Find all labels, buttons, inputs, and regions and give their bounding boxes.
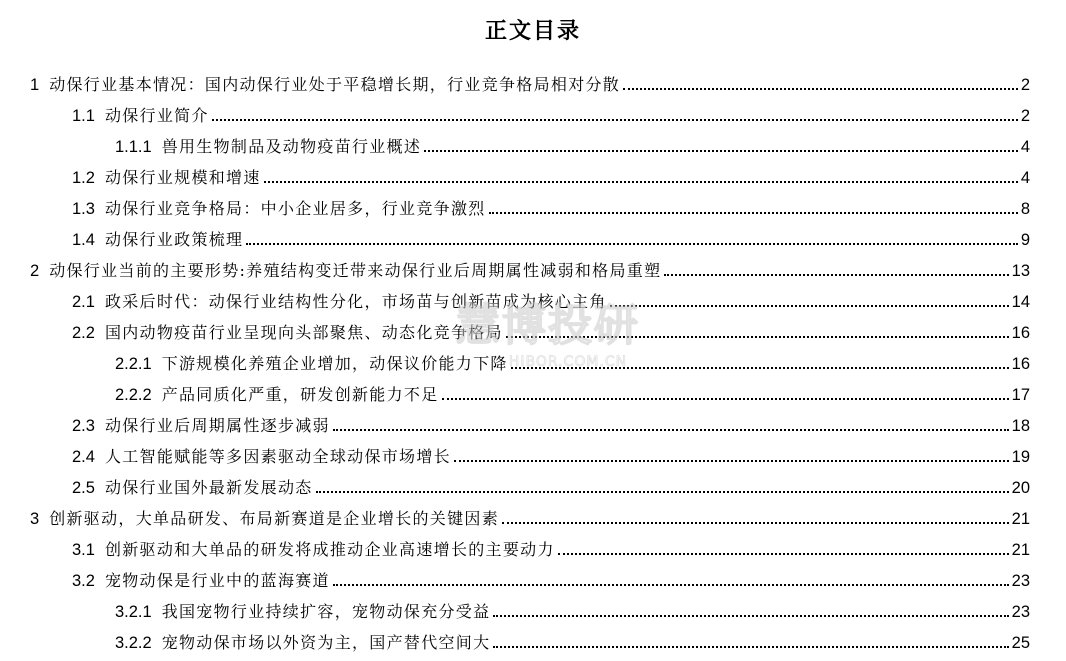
toc-entry-page: 13 [1011,262,1030,280]
leader-dots [212,119,1018,121]
toc-entry[interactable] [72,560,1030,590]
toc-entry-title: 宠物动保市场以外资为主，国产替代空间大 [161,633,491,652]
toc-entry-number: 3.2.2 [115,634,152,652]
toc-entry-page: 16 [1011,355,1030,373]
toc-entry-title: 动保行业竞争格局：中小企业居多，行业竞争激烈 [104,199,486,218]
leader-dots [558,553,1009,555]
toc-entry-page: 2 [1020,76,1030,94]
leader-dots [493,615,1008,617]
toc-entry-title: 动保行业当前的主要形势:养殖结构变迁带来动保行业后周期属性减弱和格局重塑 [49,261,662,280]
toc-entry-title: 动保行业简介 [104,106,209,125]
toc-entry-number: 3.2 [72,572,95,590]
leader-dots [246,243,1017,245]
watermark-sub: HIBOR.COM.CN [508,354,628,370]
toc-entry-number: 1.3 [72,200,95,218]
toc-entry-number: 1.2 [72,169,95,187]
toc-entry-page: 21 [1011,510,1030,528]
leader-dots [454,460,1009,462]
toc-entry-page: 8 [1020,200,1030,218]
leader-dots [610,305,1009,307]
toc-entry-page: 20 [1011,479,1030,497]
leader-dots [442,398,1009,400]
toc-entry-number: 3.2.1 [115,603,152,621]
leader-dots [664,274,1008,276]
toc-entry-page: 18 [1011,417,1030,435]
toc-entry-title: 动保行业基本情况：国内动保行业处于平稳增长期，行业竞争格局相对分散 [49,75,621,94]
toc-entry-title: 下游规模化养殖企业增加，动保议价能力下降 [161,354,508,373]
watermark-main: 慧博投研 [456,300,640,351]
leader-dots [333,584,1009,586]
toc-entry[interactable] [72,281,1030,311]
leader-dots [506,336,1009,338]
leader-dots [264,181,1018,183]
toc-entry-page: 4 [1020,169,1030,187]
toc-entry[interactable] [30,250,1030,280]
toc-entry-title: 国内动物疫苗行业呈现向头部聚焦、动态化竞争格局 [104,323,503,342]
toc-entry-page: 2 [1020,107,1030,125]
page-title: 正文目录 [484,18,581,44]
toc-entry-page: 9 [1020,231,1030,249]
toc-entry[interactable] [115,126,1030,156]
toc-entry-title: 动保行业规模和增速 [104,168,261,187]
leader-dots [316,491,1009,493]
toc-entry[interactable] [72,157,1030,187]
leader-dots [623,88,1018,90]
toc-entry[interactable] [115,343,1030,373]
toc-entry-number: 1 [30,76,40,94]
toc-entry-title: 创新驱动和大单品的研发将成推动企业高速增长的主要动力 [104,540,555,559]
toc-entry-page: 17 [1011,386,1030,404]
toc-entry[interactable] [72,436,1030,466]
toc-entry-title: 人工智能赋能等多因素驱动全球动保市场增长 [104,447,451,466]
leader-dots [511,367,1009,369]
toc-entry-title: 动保行业后周期属性逐步减弱 [104,416,330,435]
toc-entry-page: 16 [1011,324,1030,342]
leader-dots [424,150,1018,152]
toc-entry-number: 2.2.1 [115,355,152,373]
toc-entry-page: 25 [1011,634,1030,652]
toc-entry-page: 4 [1020,138,1030,156]
toc-entry[interactable] [72,219,1030,249]
toc-entry-number: 3 [30,510,40,528]
toc-entry-page: 23 [1011,572,1030,590]
toc-entry[interactable] [72,467,1030,497]
toc-entry-number: 1.1 [72,107,95,125]
toc-entry-number: 2.4 [72,448,95,466]
toc-entry-number: 2.2.2 [115,386,152,404]
toc-entry[interactable] [30,498,1030,528]
leader-dots [333,429,1009,431]
toc-entry-number: 2.3 [72,417,95,435]
toc-entry-page: 14 [1011,293,1030,311]
toc-entry-number: 2.1 [72,293,95,311]
toc-entry-number: 2.2 [72,324,95,342]
toc-entry-title: 政采后时代：动保行业结构性分化，市场苗与创新苗成为核心主角 [104,292,607,311]
toc-entry[interactable] [115,374,1030,404]
leader-dots [502,522,1009,524]
toc-entry[interactable] [72,312,1030,342]
toc-entry-title: 产品同质化严重，研发创新能力不足 [161,385,439,404]
toc-entry-number: 2.5 [72,479,95,497]
toc-entry[interactable] [72,95,1030,125]
toc-entry-number: 1.4 [72,231,95,249]
toc-entry-page: 21 [1011,541,1030,559]
leader-dots [493,646,1008,648]
toc-entry-title: 宠物动保是行业中的蓝海赛道 [104,571,330,590]
leader-dots [489,212,1018,214]
toc-entry[interactable] [115,591,1030,621]
toc-entry[interactable] [72,529,1030,559]
toc-entry-title: 动保行业国外最新发展动态 [104,478,313,497]
toc-entry-page: 23 [1011,603,1030,621]
toc-entry[interactable] [72,405,1030,435]
toc-entry-title: 我国宠物行业持续扩容，宠物动保充分受益 [161,602,491,621]
toc-entry-number: 2 [30,262,40,280]
toc-entry-title: 创新驱动，大单品研发、布局新赛道是企业增长的关键因素 [49,509,499,528]
toc-entry[interactable] [30,64,1030,94]
toc-entry-page: 19 [1011,448,1030,466]
toc-entry[interactable] [72,188,1030,218]
toc-entry-title: 动保行业政策梳理 [104,230,244,249]
toc-entry[interactable] [115,622,1030,652]
toc-entry-number: 1.1.1 [115,138,152,156]
toc-entry-title: 兽用生物制品及动物疫苗行业概述 [161,137,422,156]
toc-entry-number: 3.1 [72,541,95,559]
